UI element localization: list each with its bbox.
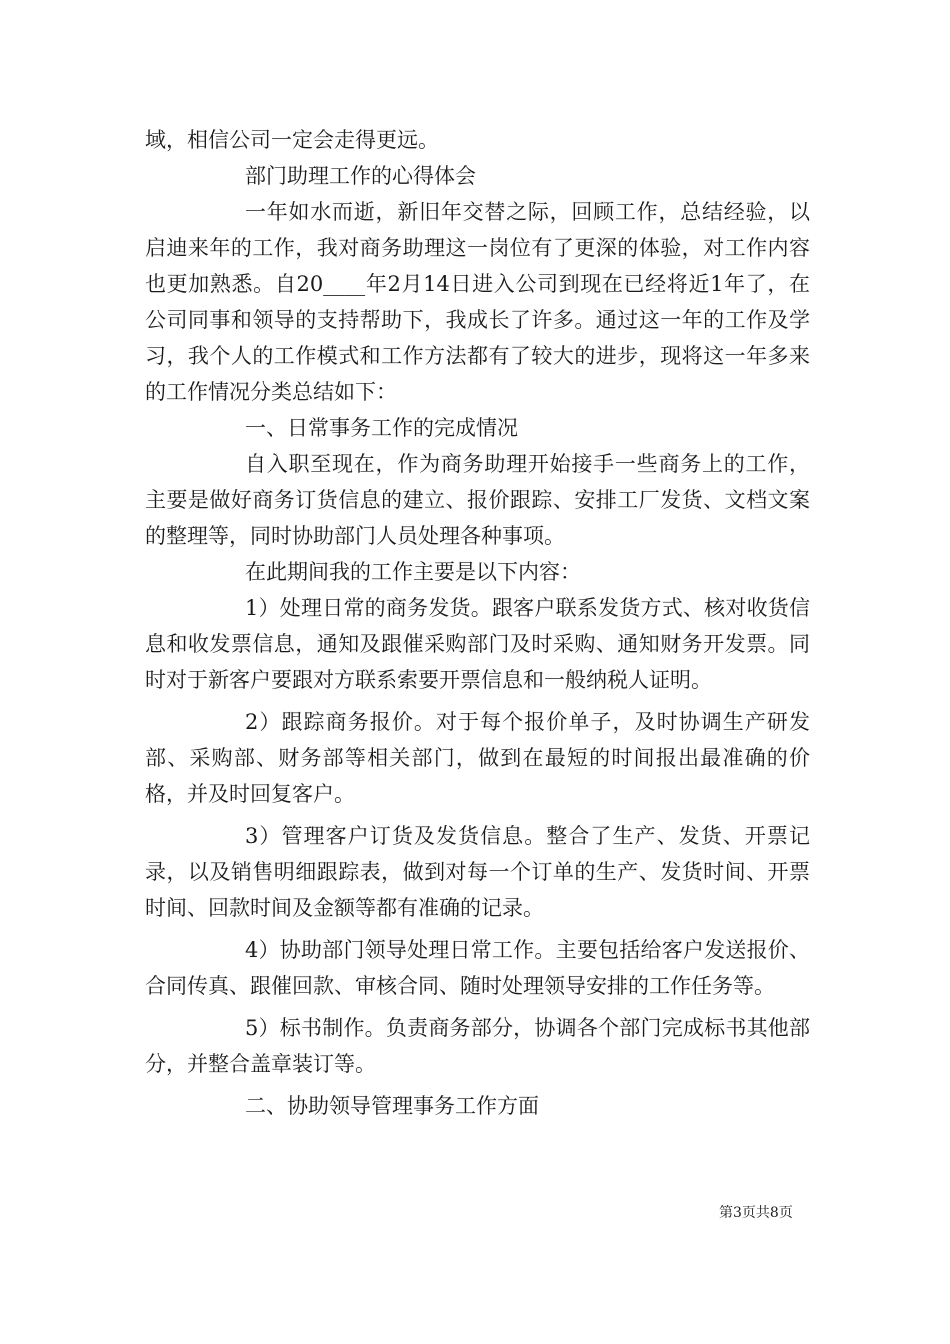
paragraph-intro: 一年如水而逝，新旧年交替之际，回顾工作，总结经验，以启迪来年的工作，我对商务助理这一岗位有了更深的体验，对工作内容也更加熟悉。自20____年2月14日进入公司到现在已经将近1年了，在公司同事和领导的支持帮助下，我成长了许多。通过这一年的工作及学习，我个人的工作模式和工作方法都有了较大的进步，现将这一年多来的工作情况分类总结如下： (145, 200, 810, 404)
heading-daily-affairs: 一、日常事务工作的完成情况 (245, 416, 518, 440)
list-item-4: 4）协助部门领导处理日常工作。主要包括给客户发送报价、合同传真、跟催回款、审核合同、随时处理领导安排的工作任务等。 (145, 938, 810, 998)
document-body (145, 122, 810, 1124)
list-item-1: 1）处理日常的商务发货。跟客户联系发货方式、核对收货信息和收发票信息，通知及跟催采购部门及时采购、通知财务开发票。同时对于新客户要跟对方联系索要开票信息和一般纳税人证明。 (145, 596, 810, 692)
paragraph-continuation: 域，相信公司一定会走得更远。 (145, 128, 439, 152)
heading-assist-leadership: 二、协助领导管理事务工作方面 (245, 1094, 539, 1118)
paragraph-since-joining: 自入职至现在，作为商务助理开始接手一些商务上的工作，主要是做好商务订货信息的建立、报价跟踪、安排工厂发货、文档文案的整理等，同时协助部门人员处理各种事项。 (145, 452, 810, 548)
paragraph-work-content-lead: 在此期间我的工作主要是以下内容： (245, 560, 581, 584)
page-number: 第3页共8页 (719, 1205, 793, 1221)
list-item-2: 2）跟踪商务报价。对于每个报价单子，及时协调生产研发部、采购部、财务部等相关部门，做到在最短的时间报出最准确的价格，并及时回复客户。 (145, 710, 810, 806)
list-item-3: 3）管理客户订货及发货信息。整合了生产、发货、开票记录，以及销售明细跟踪表，做到对每一个订单的生产、发货时间、开票时间、回款时间及金额等都有准确的记录。 (145, 824, 810, 920)
list-item-5: 5）标书制作。负责商务部分，协调各个部门完成标书其他部分，并整合盖章装订等。 (145, 1016, 810, 1076)
section-title: 部门助理工作的心得体会 (245, 164, 476, 188)
